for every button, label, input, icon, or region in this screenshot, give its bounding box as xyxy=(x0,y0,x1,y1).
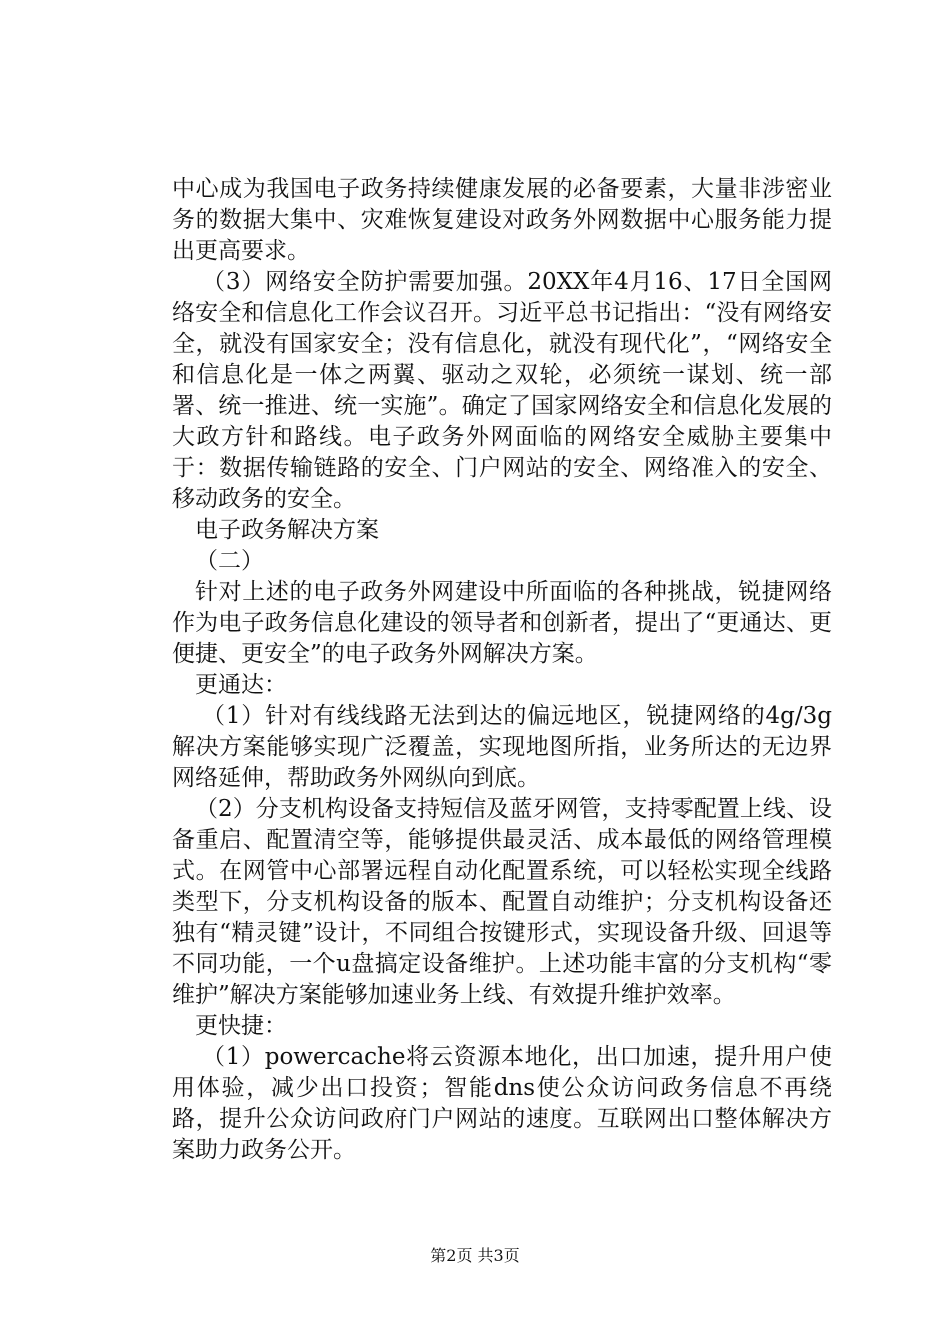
paragraph-item-4g3g: （1）针对有线线路无法到达的偏远地区，锐捷网络的4g/3g解决方案能够实现广泛覆盖，实现地图所指，业务所达的无边界网络延伸，帮助政务外网纵向到底。 xyxy=(172,703,832,791)
paragraph-network-security: （3）网络安全防护需要加强。20XX年4月16、17日全国网络安全和信息化工作会议召开。习近平总书记指出：“没有网络安全，就没有国家安全；没有信息化，就没有现代化”，“网络安全和信息化是一体之两翼、驱动之双轮，必须统一谋划、统一部署、统一推进、统一实施”。确定了国家网络安全和信息化发展的大政方针和路线。电子政务外网面临的网络安全威胁主要集中于：数据传输链路的安全、门户网站的安全、网络准入的安全、移动政务的安全。 xyxy=(172,269,832,512)
subheading-more-connected: 更通达： xyxy=(195,672,287,698)
subheading-faster: 更快捷： xyxy=(195,1013,287,1039)
page-number-footer: 第2页 共3页 xyxy=(430,1246,520,1265)
paragraph-continuation: 中心成为我国电子政务持续健康发展的必备要素，大量非涉密业务的数据大集中、灾难恢复建设对政务外网数据中心服务能力提出更高要求。 xyxy=(172,176,832,264)
document-body xyxy=(172,174,832,1166)
section-number: （二） xyxy=(195,548,264,574)
paragraph-challenges: 针对上述的电子政务外网建设中所面临的各种挑战，锐捷网络作为电子政务信息化建设的领导者和创新者，提出了“更通达、更便捷、更安全”的电子政务外网解决方案。 xyxy=(172,579,832,667)
section-heading-solution: 电子政务解决方案 xyxy=(195,517,379,543)
paragraph-item-branch-devices: （2）分支机构设备支持短信及蓝牙网管，支持零配置上线、设备重启、配置清空等，能够提供最灵活、成本最低的网络管理模式。在网管中心部署远程自动化配置系统，可以轻松实现全线路类型下，分支机构设备的版本、配置自动维护；分支机构设备还独有“精灵键”设计，不同组合按键形式，实现设备升级、回退等不同功能，一个u盘搞定设备维护。上述功能丰富的分支机构“零维护”解决方案能够加速业务上线、有效提升维护效率。 xyxy=(172,796,832,1008)
paragraph-item-powercache: （1）powercache将云资源本地化，出口加速，提升用户使用体验，减少出口投资；智能dns使公众访问政务信息不再绕路，提升公众访问政府门户网站的速度。互联网出口整体解决方案助力政务公开。 xyxy=(172,1044,832,1163)
